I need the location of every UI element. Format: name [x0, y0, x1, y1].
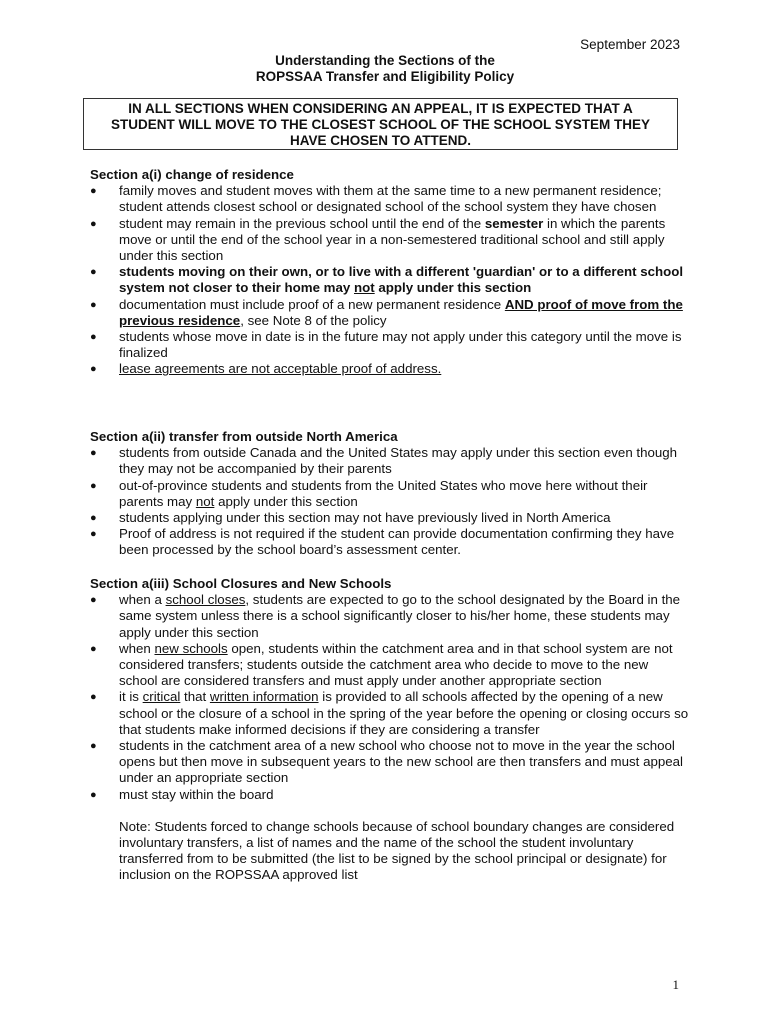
bullet-icon: ●: [90, 447, 97, 460]
bullet-icon: ●: [90, 788, 97, 801]
bullet-icon: ●: [90, 479, 97, 492]
notice-line-3: HAVE CHOSEN TO ATTEND.: [289, 133, 471, 148]
notice-line-2: STUDENT WILL MOVE TO THE CLOSEST SCHOOL OF THE SCHOOL SYSTEM THEY: [110, 117, 651, 132]
bullet-icon: ●: [90, 185, 97, 198]
list-item: ● must stay within the board: [90, 786, 274, 802]
list-item: ● lease agreements are not acceptable proof of address.: [90, 361, 442, 377]
list-item: ● out-of-province students and students from the United States who move here without their parents may not apply under this section: [90, 477, 648, 509]
bullet-icon: ●: [90, 528, 97, 541]
notice-line-1: IN ALL SECTIONS WHEN CONSIDERING AN APPEAL, IT IS EXPECTED THAT A: [128, 101, 633, 116]
list-item: ● students applying under this section may not have previously lived in North America: [90, 510, 611, 526]
list-item: ● students moving on their own, or to live with a different 'guardian' or to a different school system not closer to their home may not apply under this section: [90, 264, 684, 296]
section-heading: Section a(iii) School Closures and New Schools: [90, 576, 392, 591]
list-item: ● family moves and student moves with them at the same time to a new permanent residence; student attends closest school or designated school of the school system they have chosen: [90, 183, 662, 215]
list-item: ● Proof of address is not required if the student can provide documentation confirming they have been processed by the school board’s assessment center.: [90, 526, 675, 558]
section-change-of-residence: [90, 167, 690, 378]
bullet-icon: ●: [90, 594, 97, 607]
appeal-notice-box: [83, 98, 678, 150]
section-school-closures: [90, 576, 690, 897]
bullet-icon: ●: [90, 217, 97, 230]
bullet-icon: ●: [90, 298, 97, 311]
bullet-icon: ●: [90, 691, 97, 704]
list-item: ● student may remain in the previous school until the end of the semester in which the parents move or until the end of the school year in a non-semestered traditional school and still apply under this section: [90, 215, 666, 264]
list-item: ● students in the catchment area of a new school who choose not to move in the year the school opens but then move in subsequent years to the new school are then transfers and must appeal under an appropriate section: [90, 738, 683, 786]
bullet-list: [90, 445, 690, 558]
section-heading: Section a(i) change of residence: [90, 167, 294, 182]
bullet-icon: ●: [90, 642, 97, 655]
list-item: ● students whose move in date is in the future may not apply under this category until the move is finalized: [90, 329, 682, 361]
list-item: ● documentation must include proof of a new permanent residence AND proof of move from the previous residence, see Note 8 of the policy: [90, 296, 683, 328]
bullet-icon: ●: [90, 363, 97, 376]
list-item: ● students from outside Canada and the United States may apply under this section even though they may not be accompanied by their parents: [90, 445, 678, 477]
bullet-icon: ●: [90, 740, 97, 753]
section-outside-north-america: [90, 429, 690, 559]
bullet-icon: ●: [90, 331, 97, 344]
title-line-2: ROPSSAA Transfer and Eligibility Policy: [255, 69, 515, 84]
bullet-icon: ●: [90, 512, 97, 525]
list-item: ● when new schools open, students within the catchment area and in that school system are not considered transfers; students outside the catchment area who decide to move to the new school are considered transfers and must apply under another appropriate section: [90, 640, 673, 689]
involuntary-transfer-note: Note: Students forced to change schools because of school boundary changes are considered involuntary transfers, a list of names and the name of the school the student involuntary transferred from to be submitted (the list to be signed by the school principal or designate) for inclusion on the ROPSSAA approved list: [119, 818, 675, 883]
document-date: September 2023: [580, 37, 680, 52]
bullet-list: [90, 183, 690, 377]
section-heading: Section a(ii) transfer from outside North America: [90, 429, 398, 444]
title-line-1: Understanding the Sections of the: [275, 53, 495, 68]
list-item: ● when a school closes, students are expected to go to the school designated by the Board in the same system unless there is a school significantly closer to his/her home, these students may apply under this section: [90, 592, 681, 640]
bullet-icon: ●: [90, 266, 97, 279]
bullet-list: [90, 592, 690, 803]
list-item: ● it is critical that written information is provided to all schools affected by the opening of a new school or the closure of a school in the spring of the year before the opening or closing occurs so that students make informed decisions if they are considering a transfer: [90, 689, 689, 737]
document-title: [0, 53, 770, 85]
page-number: 1: [672, 977, 679, 992]
